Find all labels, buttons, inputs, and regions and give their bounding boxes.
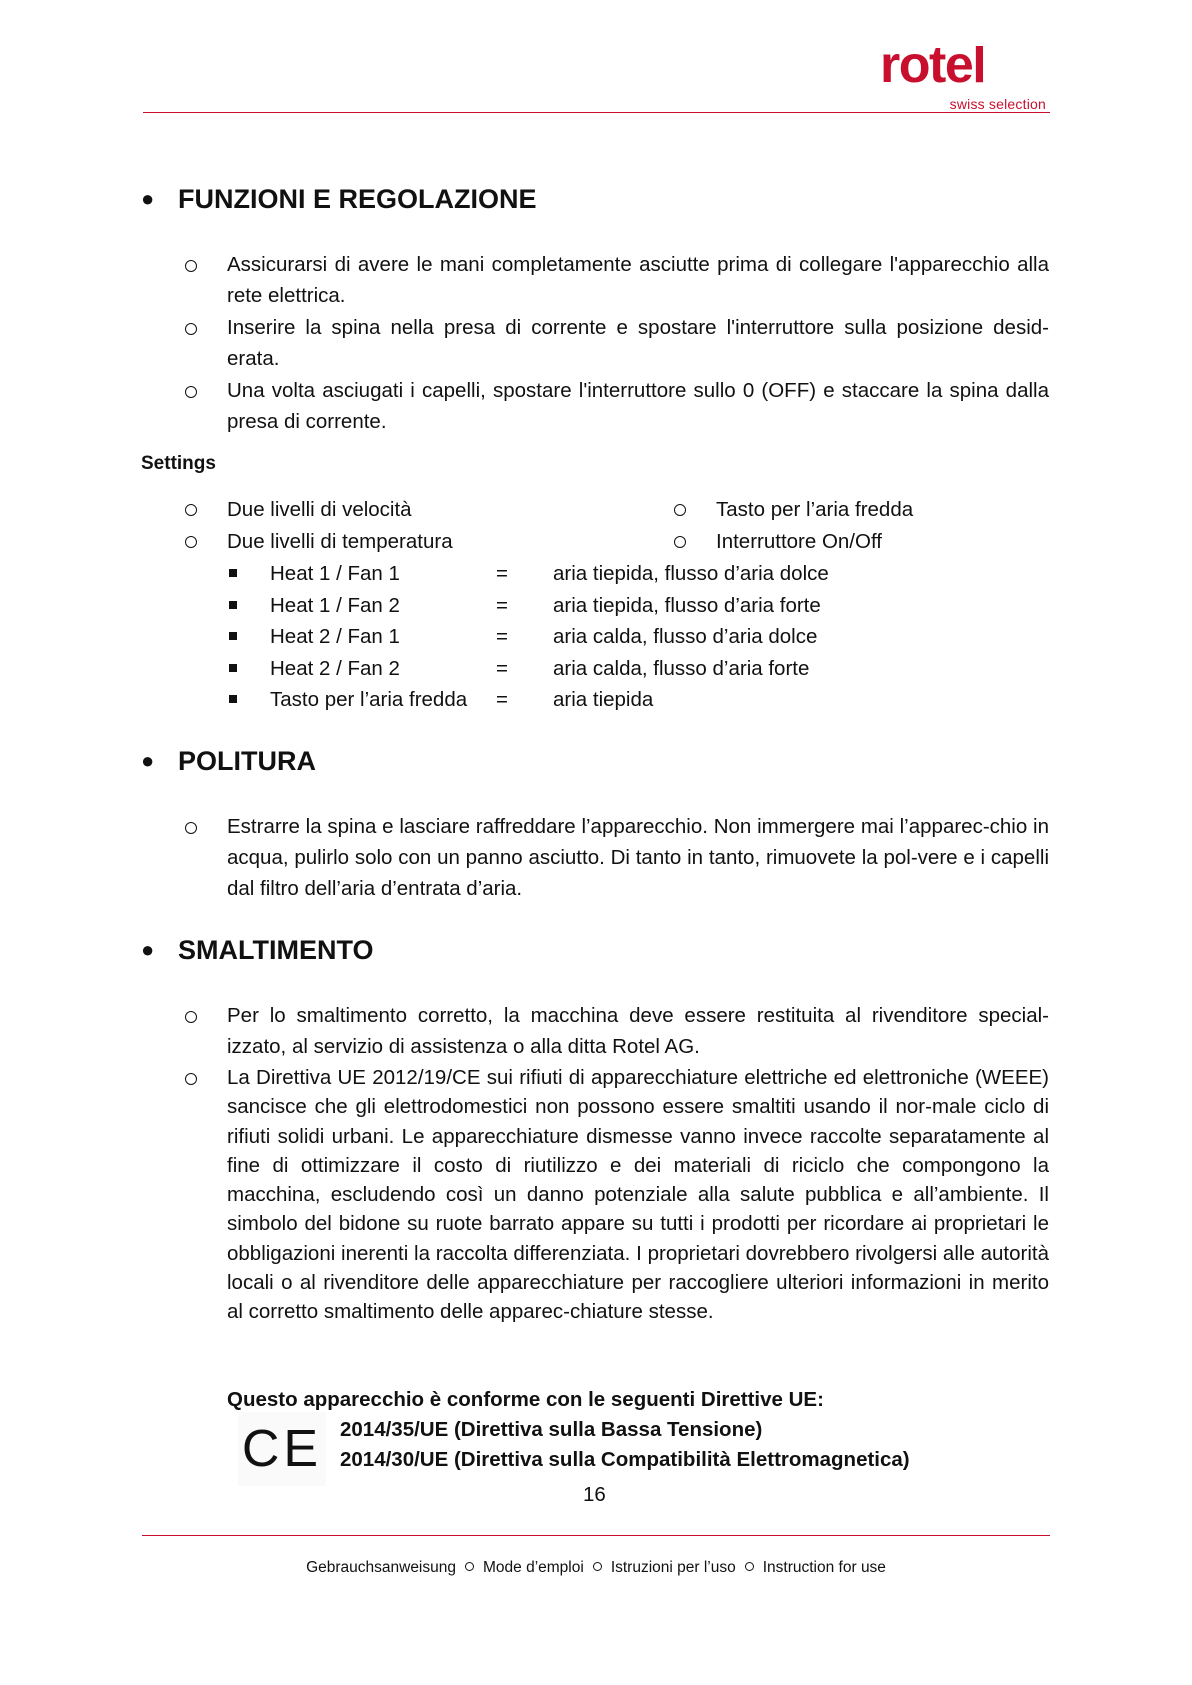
sub-bullet: [229, 695, 237, 703]
conformity-heading: Questo apparecchio è conforme con le seguenti Direttive UE:: [227, 1388, 824, 1411]
footer-separator: [465, 1562, 474, 1571]
setting-value: aria calda, flusso d’aria dolce: [553, 625, 818, 648]
list-bullet: [185, 1011, 197, 1023]
sub-bullet: [229, 664, 237, 672]
footer-item: Istruzioni per l’uso: [610, 1559, 736, 1576]
directive-item: 2014/35/UE (Direttiva sulla Bassa Tensione): [340, 1418, 763, 1441]
list-item: Inserire la spina nella presa di corrente e spostare l'interruttore sulla posizione desid-erata.: [227, 316, 1049, 370]
section-bullet: ●: [141, 937, 155, 962]
setting-label: Heat 2 / Fan 1: [270, 625, 400, 648]
footer-separator: [593, 1562, 602, 1571]
section-title-smaltimento: SMALTIMENTO: [178, 935, 374, 965]
header-rule: [143, 112, 1050, 113]
directive-item: 2014/30/UE (Direttiva sulla Compatibilità Elettromagnetica): [340, 1448, 910, 1471]
setting-item: Due livelli di temperatura: [227, 530, 453, 553]
setting-equals: =: [496, 594, 508, 617]
setting-equals: =: [496, 688, 508, 711]
sub-bullet: [229, 569, 237, 577]
list-bullet: [185, 504, 197, 516]
svg-text:rotel: rotel: [880, 46, 986, 94]
footer-item: Instruction for use: [762, 1559, 886, 1576]
setting-equals: =: [496, 625, 508, 648]
setting-value: aria tiepida, flusso d’aria dolce: [553, 562, 829, 585]
list-item: Assicurarsi di avere le mani completamente asciutte prima di collegare l'apparecchio alla rete elettrica.: [227, 253, 1049, 307]
list-item: Estrarre la spina e lasciare raffreddare l’apparecchio. Non immergere mai l’apparec-chio in acqua, pulirlo solo con un panno asciutto. Di tanto in tanto, rimuovete la pol-vere e i capelli dal filtro dell’aria d’entrata d’aria.: [227, 815, 1049, 900]
setting-item: Interruttore On/Off: [716, 530, 882, 553]
sub-bullet: [229, 632, 237, 640]
section-bullet: ●: [141, 186, 155, 211]
list-item: La Direttiva UE 2012/19/CE sui rifiuti di apparecchiature elettriche ed elettroniche (WEEE) sancisce che gli elettrodomestici non possono essere smaltiti usando il nor-male ciclo di rifiuti solidi urbani. Le apparecchiature dismesse vanno invece raccolte separatamente al fine di ottimizzare il costo di riutilizzo e dei materiali di riciclo che compongono la macchina, escludendo così un danno potenziale alla salute pubblica e all’ambiente. Il simbolo del bidone su ruote barrato appare su tutti i prodotti per ricordare ai proprietari le obbligazioni inerenti la raccolta differenziata. I proprietari dovrebbero rivolgersi alle autorità locali o al rivenditore delle apparecchiature per raccogliere ulteriori informazioni in merito al corretto smaltimento delle apparec-chiature stesse.: [227, 1066, 1049, 1324]
setting-label: Tasto per l’aria fredda: [270, 688, 468, 711]
footer-separator: [745, 1562, 754, 1571]
list-bullet: [185, 323, 197, 335]
section-title-funzioni: FUNZIONI E REGOLAZIONE: [178, 184, 537, 214]
footer-rule: [142, 1535, 1050, 1536]
settings-heading: Settings: [141, 453, 216, 474]
setting-equals: =: [496, 562, 508, 585]
setting-item: Tasto per l’aria fredda: [716, 498, 914, 521]
logo-tagline: swiss selection: [949, 96, 1046, 112]
footer: [0, 1559, 1192, 1577]
list-item: Per lo smaltimento corretto, la macchina deve essere restituita al rivenditore special-izzato, al servizio di assistenza o alla ditta Rotel AG.: [227, 1004, 1049, 1058]
ce-mark: [238, 1412, 326, 1486]
list-bullet: [185, 1073, 197, 1085]
setting-value: aria calda, flusso d’aria forte: [553, 657, 810, 680]
section-bullet: ●: [141, 748, 155, 773]
setting-label: Heat 1 / Fan 1: [270, 562, 400, 585]
setting-label: Heat 1 / Fan 2: [270, 594, 400, 617]
list-bullet: [674, 536, 686, 548]
footer-item: Gebrauchsanweisung: [306, 1559, 456, 1576]
list-bullet: [185, 536, 197, 548]
list-bullet: [674, 504, 686, 516]
list-bullet: [185, 260, 197, 272]
setting-label: Heat 2 / Fan 2: [270, 657, 400, 680]
list-bullet: [185, 822, 197, 834]
setting-value: aria tiepida: [553, 688, 654, 711]
setting-equals: =: [496, 657, 508, 680]
list-bullet: [185, 386, 197, 398]
sub-bullet: [229, 601, 237, 609]
section-title-politura: POLITURA: [178, 746, 316, 776]
footer-item: Mode d’emploi: [483, 1559, 584, 1576]
list-item: Una volta asciugati i capelli, spostare l'interruttore sullo 0 (OFF) e staccare la spina dalla presa di corrente.: [227, 379, 1049, 433]
setting-item: Due livelli di velocità: [227, 498, 412, 521]
setting-value: aria tiepida, flusso d’aria forte: [553, 594, 821, 617]
page-number: 16: [583, 1483, 606, 1506]
ce-mark-text: CE: [241, 1420, 323, 1478]
